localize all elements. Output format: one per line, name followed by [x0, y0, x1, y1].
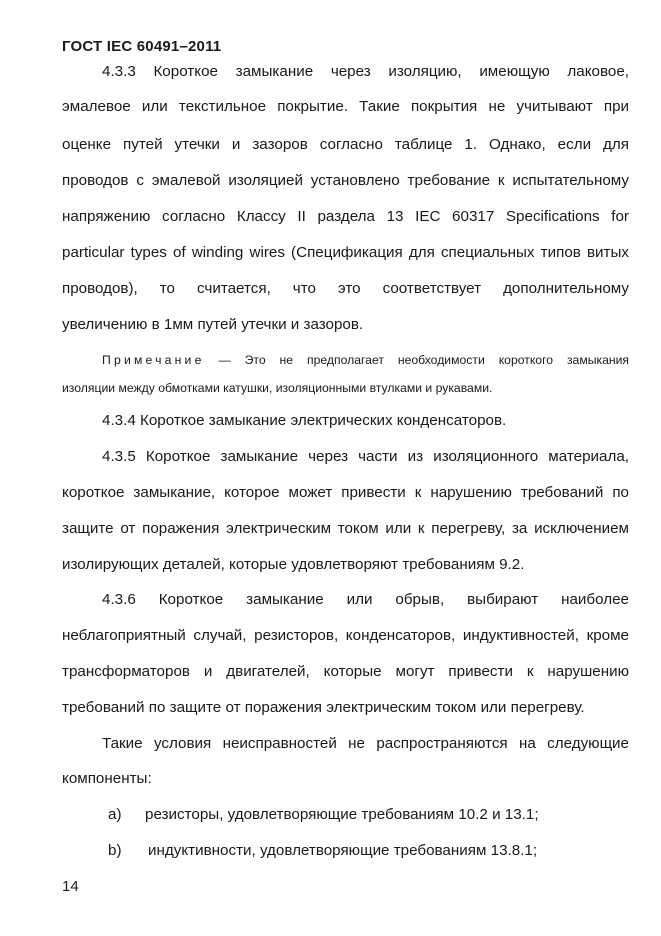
paragraph-433-line: проводов с эмалевой изоляцией установлено требование к испытательному: [62, 172, 629, 189]
paragraph-433-line: эмалевое или текстильное покрытие. Такие покрытия не учитывают при: [62, 98, 629, 115]
note-line: изоляции между обмотками катушки, изоляционными втулками и рукавами.: [62, 381, 493, 395]
paragraph-433-line: проводов), то считается, что это соответствует дополнительному: [62, 280, 629, 297]
note-line: [102, 350, 629, 370]
paragraph-436-line: 4.3.6 Короткое замыкание или обрыв, выбирают наиболее: [102, 591, 629, 608]
paragraph-433-line: напряжению согласно Классу II раздела 13 IEC 60317 Specifications for: [62, 208, 629, 225]
paragraph-435-line: изолирующих деталей, которые удовлетворяют требованиям 9.2.: [62, 556, 525, 573]
paragraph-436-line: требований по защите от поражения электрическим током или перегреву.: [62, 699, 585, 716]
paragraph-conditions-line: Такие условия неисправностей не распространяются на следующие: [102, 735, 629, 752]
paragraph-433-line: оценке путей утечки и зазоров согласно таблице 1. Однако, если для: [62, 136, 629, 153]
paragraph-436-line: неблагоприятный случай, резисторов, конденсаторов, индуктивностей, кроме: [62, 627, 629, 644]
paragraph-433-line: 4.3.3 Короткое замыкание через изоляцию, имеющую лаковое,: [102, 63, 629, 80]
paragraph-434: 4.3.4 Короткое замыкание электрических конденсаторов.: [102, 412, 507, 429]
list-item: резисторы, удовлетворяющие требованиям 10.2 и 13.1;: [145, 806, 539, 823]
list-item-marker: b): [108, 842, 122, 859]
list-item-marker: a): [108, 806, 122, 823]
paragraph-435-line: короткое замыкание, которое может привести к нарушению требований по: [62, 484, 629, 501]
paragraph-conditions-line: компоненты:: [62, 770, 152, 787]
list-item: индуктивности, удовлетворяющие требованиям 13.8.1;: [148, 842, 538, 859]
paragraph-433-line: particular types of winding wires (Спецификация для специальных типов витых: [62, 244, 629, 261]
paragraph-435-line: защите от поражения электрическим током или к перегреву, за исключением: [62, 520, 629, 537]
paragraph-433-line: увеличению в 1мм путей утечки и зазоров.: [62, 316, 364, 333]
page-number: 14: [62, 878, 79, 895]
document-header: ГОСТ IEC 60491–2011: [62, 38, 222, 55]
note-text: — Это не предполагает необходимости короткого замыкания: [204, 353, 629, 367]
note-label: Примечание: [102, 353, 205, 367]
paragraph-436-line: трансформаторов и двигателей, которые могут привести к нарушению: [62, 663, 629, 680]
paragraph-435-line: 4.3.5 Короткое замыкание через части из изоляционного материала,: [102, 448, 629, 465]
